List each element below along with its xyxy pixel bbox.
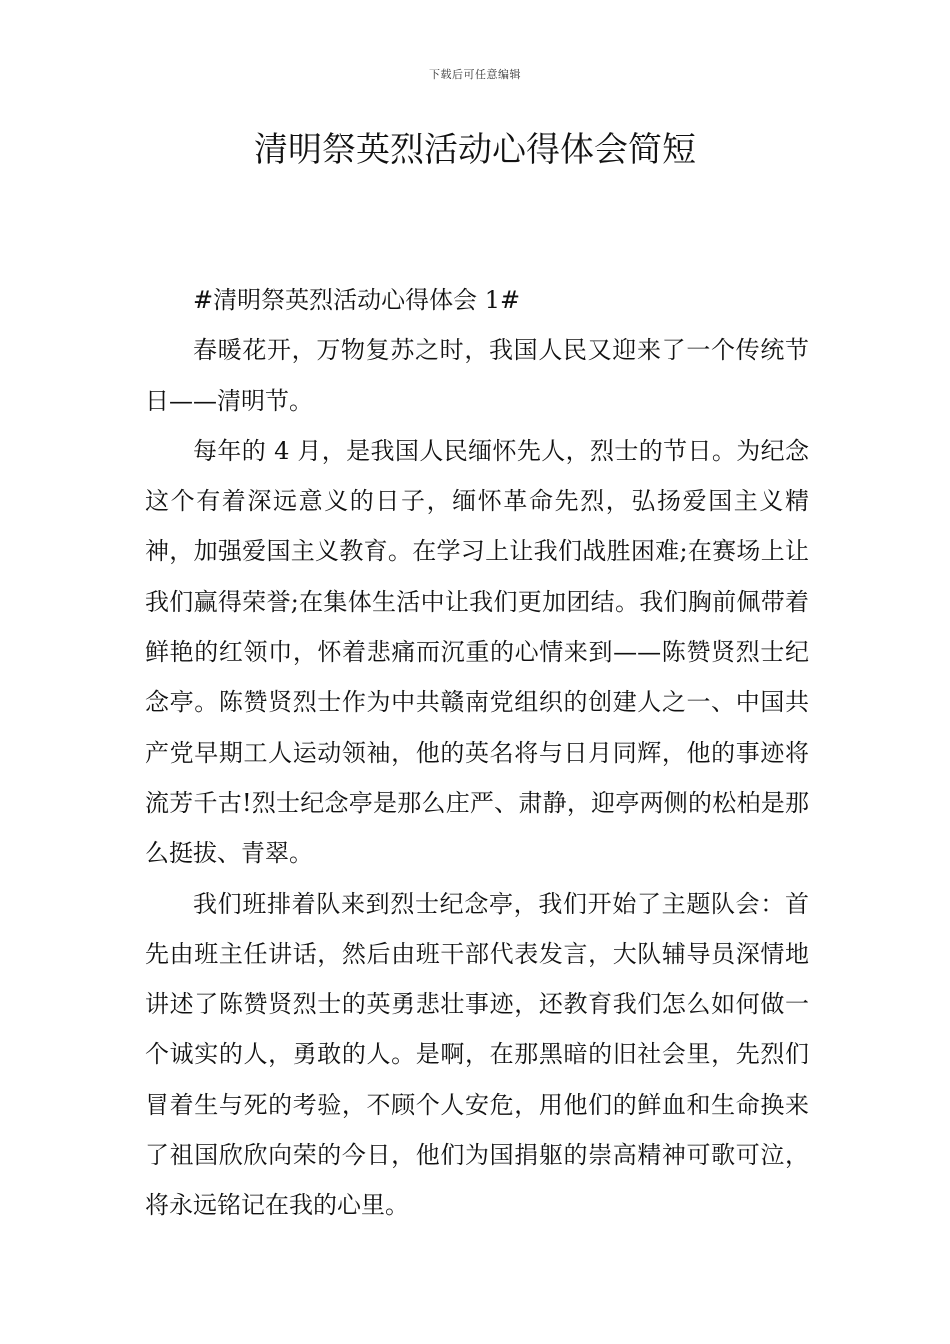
- document-title: 清明祭英烈活动心得体会简短: [254, 130, 696, 170]
- paragraph-1: 春暖花开，万物复苏之时，我国人民又迎来了一个传统节日——清明节。: [145, 336, 809, 415]
- header-note: 下载后可任意编辑: [429, 68, 521, 81]
- section-heading: #清明祭英烈活动心得体会 1#: [193, 286, 521, 314]
- document-body: [145, 275, 809, 1231]
- paragraph-2: 每年的 4 月，是我国人民缅怀先人，烈士的节日。为纪念这个有着深远意义的日子，缅怀革命先烈，弘扬爱国主义精神，加强爱国主义教育。在学习上让我们战胜困难;在赛场上让我们赢得荣誉;在集体生活中让我们更加团结。我们胸前佩带着鲜艳的红领巾，怀着悲痛而沉重的心情来到——陈赞贤烈士纪念亭。陈赞贤烈士作为中共赣南党组织的创建人之一、中国共产党早期工人运动领袖，他的英名将与日月同辉，他的事迹将流芳千古!烈士纪念亭是那么庄严、肃静，迎亭两侧的松柏是那么挺拔、青翠。: [145, 436, 809, 868]
- paragraph-3: 我们班排着队来到烈士纪念亭，我们开始了主题队会：首先由班主任讲话，然后由班干部代表发言，大队辅导员深情地讲述了陈赞贤烈士的英勇悲壮事迹，还教育我们怎么如何做一个诚实的人，勇敢的人。是啊，在那黑暗的旧社会里，先烈们冒着生与死的考验，不顾个人安危，用他们的鲜血和生命换来了祖国欣欣向荣的今日，他们为国捐躯的崇高精神可歌可泣，将永远铭记在我的心里。: [145, 889, 809, 1220]
